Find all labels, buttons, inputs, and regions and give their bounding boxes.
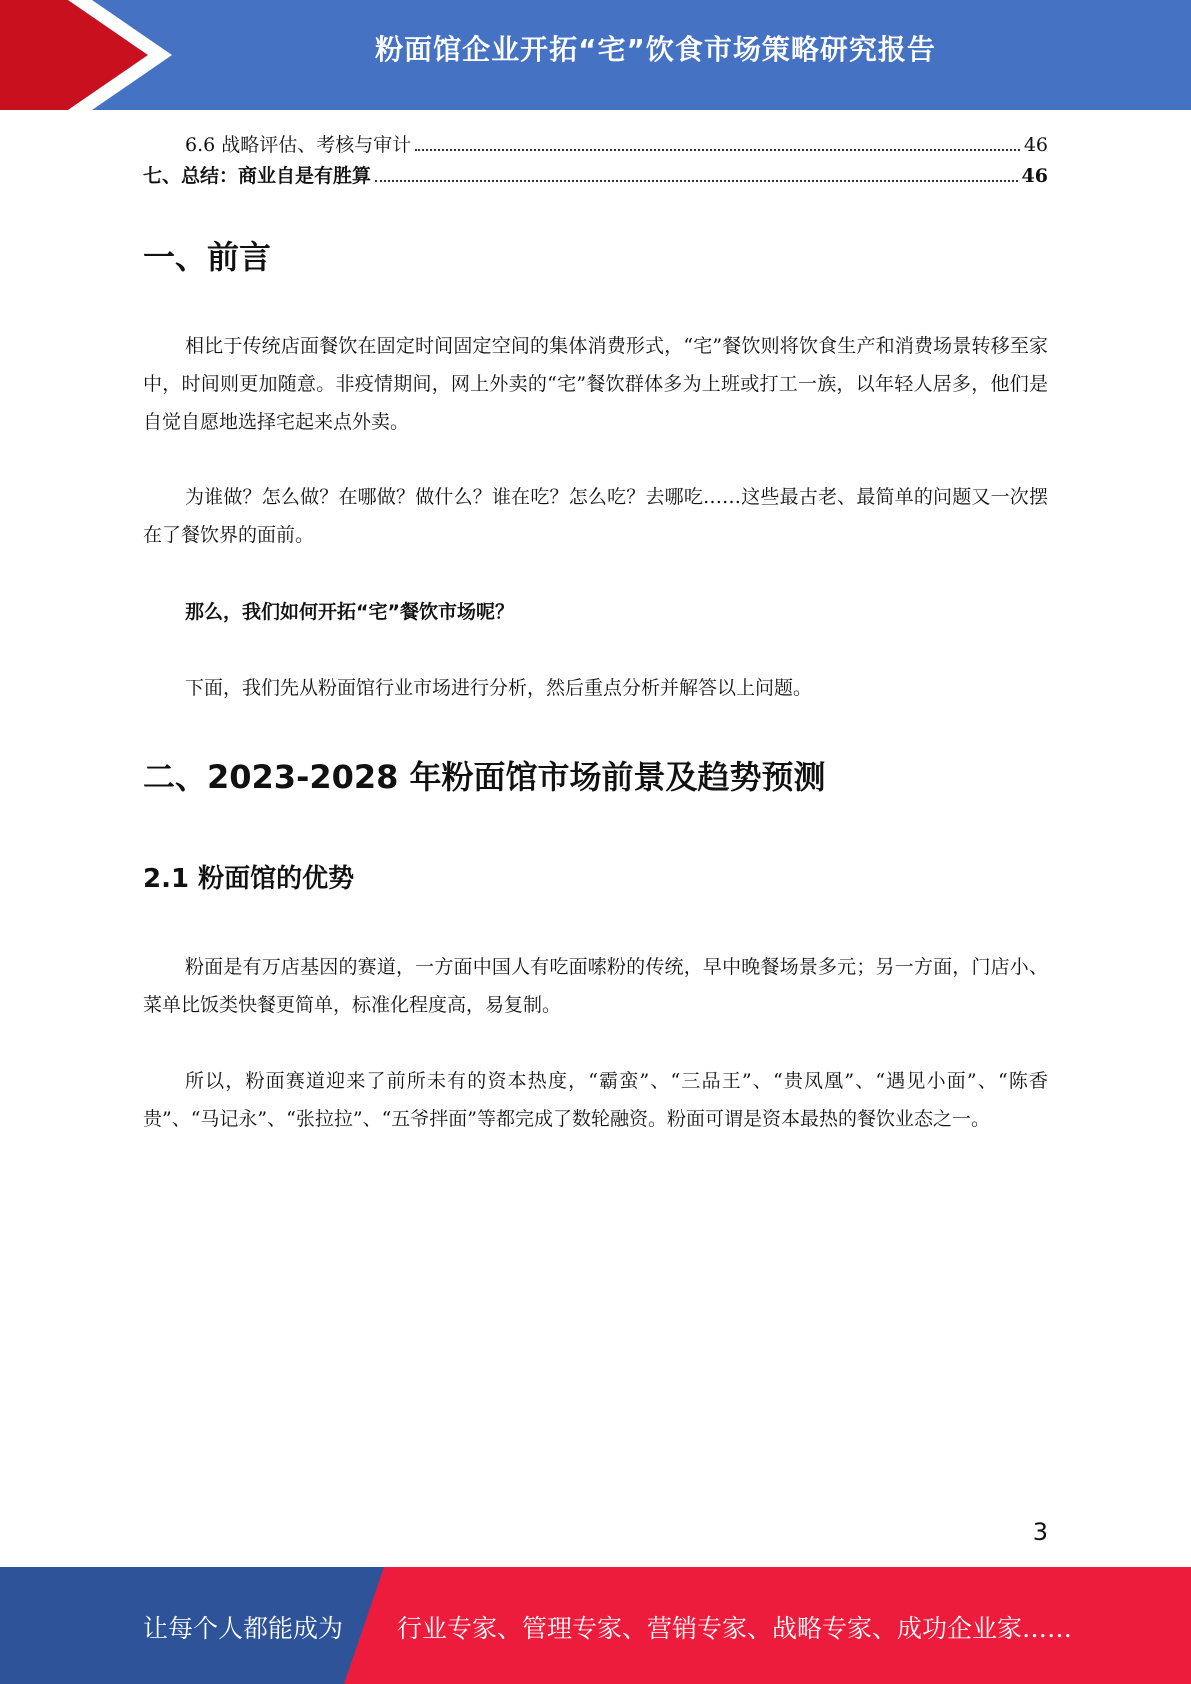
toc-entry[interactable] [143, 130, 1048, 157]
subsection-heading: 2.1 粉面馆的优势 [143, 864, 355, 894]
section-heading-market: 二、2023-2028 年粉面馆市场前景及趋势预测 [143, 758, 826, 796]
toc-leader-dots [415, 149, 1020, 151]
page-number: 3 [1032, 1518, 1048, 1546]
toc-entry-page: 46 [1023, 134, 1048, 156]
footer-banner [0, 1567, 1191, 1684]
body-paragraph: 粉面是有万店基因的赛道，一方面中国人有吃面嗦粉的传统，早中晚餐场景多元；另一方面，门店小、菜单比饭类快餐更简单，标准化程度高，易复制。 [143, 956, 1048, 1016]
toc-leader-dots [375, 180, 1018, 182]
toc-entry[interactable] [143, 161, 1048, 188]
body-paragraph: 相比于传统店面餐饮在固定时间固定空间的集体消费形式，“宅”餐饮则将饮食生产和消费场景转移至家中，时间则更加随意。非疫情期间，网上外卖的“宅”餐饮群体多为上班或打工一族，以年轻人居多，他们是自觉自愿地选择宅起来点外卖。 [143, 335, 1048, 433]
emphasis-question: 那么，我们如何开拓“宅”餐饮市场呢？ [185, 601, 514, 623]
body-paragraph: 所以，粉面赛道迎来了前所未有的资本热度，“霸蛮”、“三品王”、“贵凤凰”、“遇见小面”、“陈香贵”、“马记永”、“张拉拉”、“五爷拌面”等都完成了数轮融资。粉面可谓是资本最热的餐饮业态之一。 [143, 1070, 1048, 1130]
section-heading-preface: 一、前言 [143, 238, 272, 276]
toc-entry-page: 46 [1021, 165, 1048, 187]
report-title: 粉面馆企业开拓“宅”饮食市场策略研究报告 [375, 33, 936, 66]
toc-entry-label: 七、总结：商业自是有胜算 [143, 165, 372, 187]
body-paragraph: 下面，我们先从粉面馆行业市场进行分析，然后重点分析并解答以上问题。 [185, 677, 813, 699]
toc-entry-label: 6.6 战略评估、考核与审计 [185, 134, 412, 156]
footer-slogan-right: 行业专家、管理专家、营销专家、战略专家、成功企业家…… [397, 1614, 1073, 1643]
header-banner [0, 0, 1191, 110]
footer-slogan-left: 让每个人都能成为 [143, 1614, 344, 1643]
body-paragraph: 为谁做？怎么做？在哪做？做什么？谁在吃？怎么吃？去哪吃……这些最古老、最简单的问题又一次摆在了餐饮界的面前。 [143, 486, 1048, 546]
